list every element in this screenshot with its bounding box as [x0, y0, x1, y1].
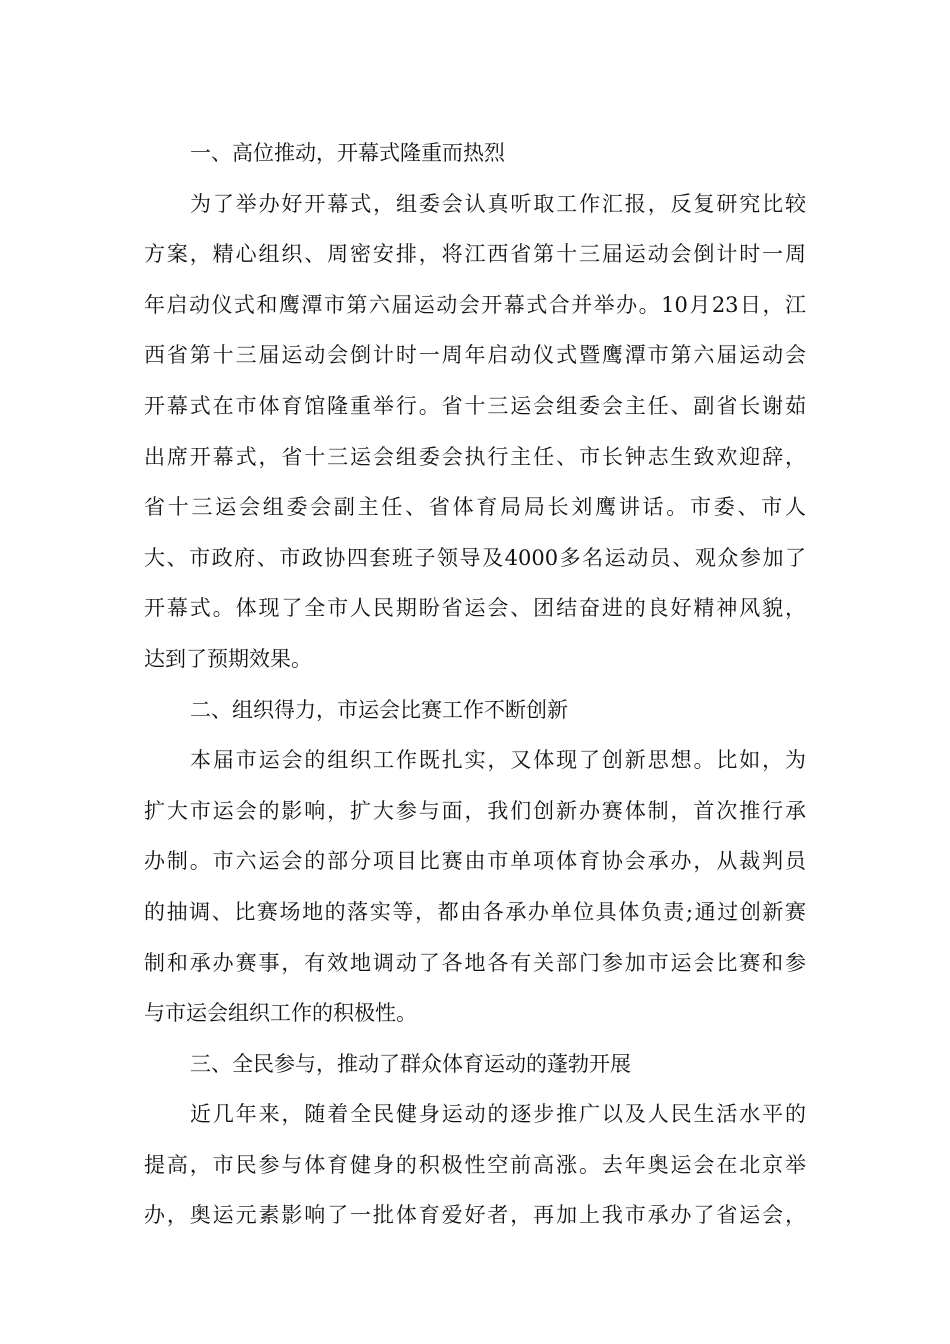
paragraph-line: 制和承办赛事，有效地调动了各地各有关部门参加市运会比赛和参	[144, 950, 806, 975]
paragraph-line: 本届市运会的组织工作既扎实，又体现了创新思想。比如，为	[190, 748, 806, 773]
section-heading-3: 三、全民参与，推动了群众体育运动的蓬勃开展	[190, 1051, 631, 1076]
paragraph-line: 提高，市民参与体育健身的积极性空前高涨。去年奥运会在北京举	[144, 1152, 806, 1177]
paragraph-line: 西省第十三届运动会倒计时一周年启动仪式暨鹰潭市第六届运动会	[144, 343, 806, 368]
paragraph-line: 近几年来，随着全民健身运动的逐步推广以及人民生活水平的	[190, 1102, 806, 1127]
section-heading-1: 一、高位推动，开幕式隆重而热烈	[190, 141, 505, 165]
paragraph-line: 开幕式。体现了全市人民期盼省运会、团结奋进的良好精神风貌，	[144, 596, 806, 621]
paragraph-line: 年启动仪式和鹰潭市第六届运动会开幕式合并举办。10月23日，江	[144, 292, 806, 317]
paragraph-line: 大、市政府、市政协四套班子领导及4000多名运动员、观众参加了	[144, 545, 806, 570]
paragraph-line: 为了举办好开幕式，组委会认真听取工作汇报，反复研究比较	[190, 191, 806, 216]
paragraph-line: 开幕式在市体育馆隆重举行。省十三运会组委会主任、副省长谢茹	[144, 393, 806, 418]
paragraph-line: 方案，精心组织、周密安排，将江西省第十三届运动会倒计时一周	[144, 242, 806, 267]
paragraph-line: 办制。市六运会的部分项目比赛由市单项体育协会承办，从裁判员	[144, 849, 806, 874]
paragraph-line: 办，奥运元素影响了一批体育爱好者，再加上我市承办了省运会，	[144, 1203, 806, 1228]
paragraph-line: 的抽调、比赛场地的落实等，都由各承办单位具体负责;通过创新赛	[144, 899, 806, 924]
section-heading-2: 二、组织得力，市运会比赛工作不断创新	[190, 697, 568, 722]
paragraph-line: 达到了预期效果。	[144, 646, 312, 671]
paragraph-line: 与市运会组织工作的积极性。	[144, 1001, 417, 1026]
paragraph-line: 扩大市运会的影响，扩大参与面，我们创新办赛体制，首次推行承	[144, 798, 806, 823]
paragraph-line: 出席开幕式，省十三运会组委会执行主任、市长钟志生致欢迎辞，	[144, 444, 806, 469]
paragraph-line: 省十三运会组委会副主任、省体育局局长刘鹰讲话。市委、市人	[144, 495, 806, 520]
document-body	[144, 128, 806, 1241]
